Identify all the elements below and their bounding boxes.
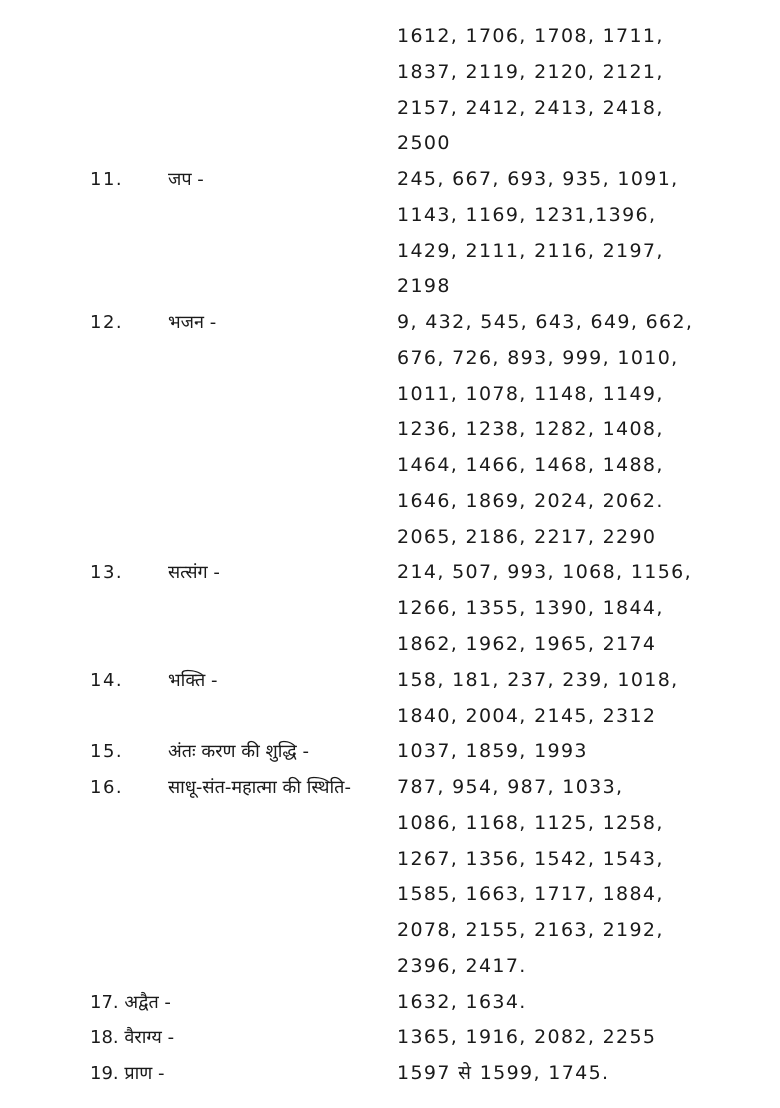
- entry-topic: सत्संग -: [168, 562, 220, 584]
- index-page: [0, 19, 780, 1092]
- reference-line: 1429, 2111, 2116, 2197,: [397, 239, 664, 262]
- reference-line: 158, 181, 237, 239, 1018,: [397, 668, 679, 691]
- entry-topic: भक्ति -: [168, 669, 218, 691]
- index-entry: [0, 770, 780, 985]
- entry-number: 16.: [90, 777, 124, 799]
- entry-number: 15.: [90, 741, 124, 763]
- entry-references: [397, 19, 664, 162]
- reference-line: 1837, 2119, 2120, 2121,: [397, 60, 664, 83]
- entry-topic: 19. प्राण -: [90, 1063, 165, 1085]
- entry-references: [397, 770, 664, 985]
- entry-number: [0, 19, 168, 162]
- reference-line: 1464, 1466, 1468, 1488,: [397, 454, 664, 477]
- reference-line: 2078, 2155, 2163, 2192,: [397, 919, 664, 942]
- reference-line: 1037, 1859, 1993: [397, 740, 588, 763]
- reference-line: 1632, 1634.: [397, 990, 527, 1013]
- entry-topic: साधू-संत-महात्मा की स्थिति-: [168, 777, 351, 799]
- entry-references: [397, 1020, 656, 1056]
- reference-line: 1236, 1238, 1282, 1408,: [397, 418, 664, 441]
- reference-line: 1585, 1663, 1717, 1884,: [397, 883, 664, 906]
- entry-references: [397, 663, 679, 735]
- reference-line: 1143, 1169, 1231,1396,: [397, 203, 657, 226]
- reference-line: 676, 726, 893, 999, 1010,: [397, 346, 679, 369]
- entry-number: 13.: [90, 562, 124, 584]
- reference-line: 1840, 2004, 2145, 2312: [397, 704, 657, 727]
- reference-line: 787, 954, 987, 1033,: [397, 776, 624, 799]
- reference-line: 1862, 1962, 1965, 2174: [397, 633, 657, 656]
- index-entry: [0, 555, 780, 662]
- index-entry: [0, 1056, 780, 1092]
- reference-line: 1365, 1916, 2082, 2255: [397, 1026, 657, 1049]
- reference-line: 2065, 2186, 2217, 2290: [397, 525, 657, 548]
- reference-line: 245, 667, 693, 935, 1091,: [397, 168, 679, 191]
- index-entry: [0, 985, 780, 1021]
- index-entry: [0, 162, 780, 305]
- entry-references: [397, 1056, 609, 1092]
- reference-line: 2396, 2417.: [397, 954, 527, 977]
- reference-line: 2198: [397, 275, 451, 298]
- entry-topic: जप -: [168, 169, 204, 191]
- reference-line: 2157, 2412, 2413, 2418,: [397, 96, 664, 119]
- index-entry: [0, 1020, 780, 1056]
- reference-line: 9, 432, 545, 643, 649, 662,: [397, 311, 694, 334]
- entry-topic: 18. वैराग्य -: [90, 1027, 175, 1049]
- reference-line: 1612, 1706, 1708, 1711,: [397, 25, 664, 47]
- index-entry: [0, 734, 780, 770]
- reference-line: 1267, 1356, 1542, 1543,: [397, 847, 664, 870]
- entry-topic: अंतः करण की शुद्धि -: [168, 741, 309, 763]
- reference-line: 214, 507, 993, 1068, 1156,: [397, 561, 692, 584]
- entry-references: [397, 162, 679, 305]
- index-entry: [0, 19, 780, 162]
- index-entry: [0, 305, 780, 555]
- entry-topic: भजन -: [168, 312, 217, 334]
- reference-line: 2500: [397, 132, 451, 155]
- reference-line: 1011, 1078, 1148, 1149,: [397, 382, 664, 405]
- entry-number: 11.: [90, 169, 124, 191]
- reference-line: 1266, 1355, 1390, 1844,: [397, 597, 664, 620]
- entry-topic: [168, 19, 397, 162]
- entry-number: 12.: [90, 312, 124, 334]
- index-entry: [0, 663, 780, 735]
- entry-number: 14.: [90, 669, 124, 691]
- entry-references: [397, 305, 693, 555]
- entry-references: [397, 555, 692, 662]
- entry-topic: 17. अद्वैत -: [90, 991, 171, 1013]
- entry-references: [397, 985, 527, 1021]
- entry-references: [397, 734, 588, 770]
- reference-line: 1086, 1168, 1125, 1258,: [397, 811, 664, 834]
- reference-line: 1597 से 1599, 1745.: [397, 1062, 610, 1085]
- reference-line: 1646, 1869, 2024, 2062.: [397, 489, 664, 512]
